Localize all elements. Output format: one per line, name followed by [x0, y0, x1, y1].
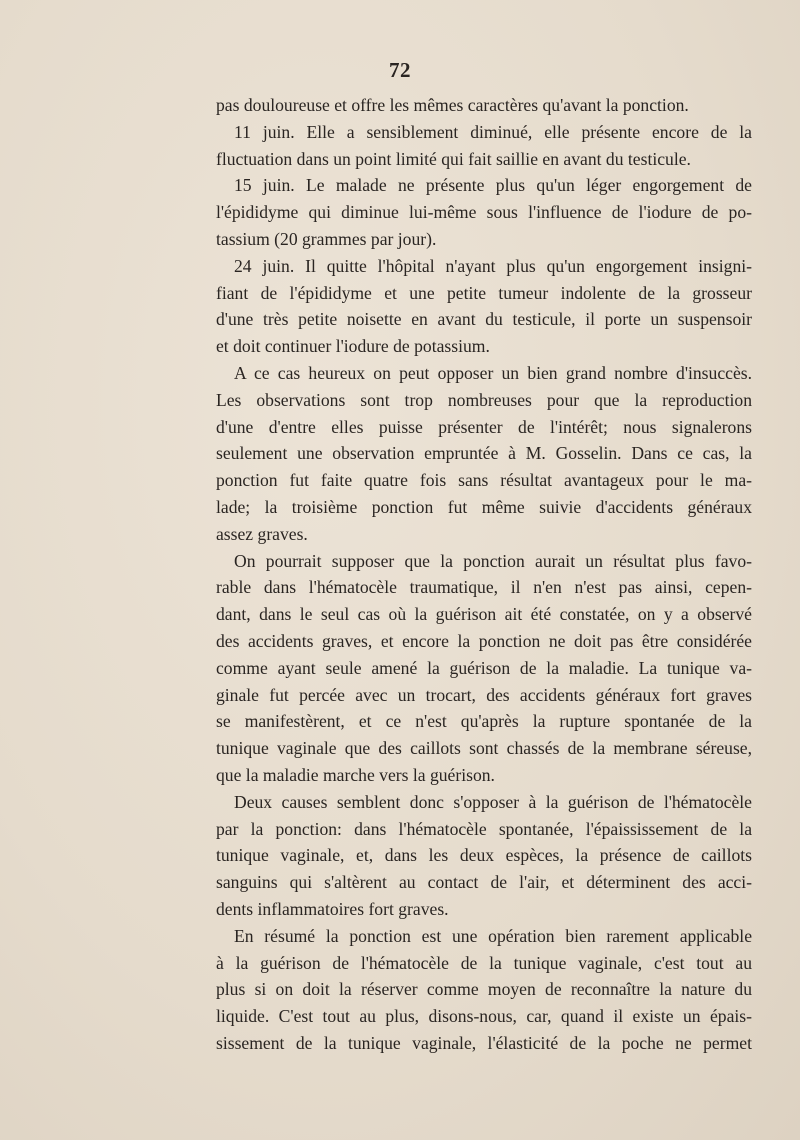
text-line: sanguins qui s'altèrent au contact de l'air, et déterminent des acci-	[216, 872, 752, 893]
text-line: d'une d'entre elles puisse présenter de l'intérêt; nous signalerons	[216, 416, 752, 437]
text-line: pas douloureuse et offre les mêmes caractères qu'avant la ponction.	[216, 95, 689, 115]
text-line: 15 juin. Le malade ne présente plus qu'un léger engorgement de	[234, 175, 752, 196]
text-line: assez graves.	[216, 523, 308, 544]
text-line: A ce cas heureux on peut opposer un bien grand nombre d'insuccès.	[234, 362, 752, 383]
text-line: rable dans l'hématocèle traumatique, il n'en n'est pas ainsi, cepen-	[216, 577, 752, 598]
text-line: se manifestèrent, et ce n'est qu'après la rupture spontanée de la	[216, 711, 752, 732]
text-line: tassium (20 grammes par jour).	[216, 228, 437, 249]
text-line: d'une très petite noisette en avant du testicule, il porte un suspensoir	[216, 309, 752, 330]
text-line: Les observations sont trop nombreuses pour que la reproduction	[216, 389, 752, 410]
text-line: lade; la troisième ponction fut même suivie d'accidents généraux	[216, 496, 752, 517]
text-line: liquide. C'est tout au plus, disons-nous, car, quand il existe un épais-	[216, 1006, 752, 1027]
text-line: que la maladie marche vers la guérison.	[216, 764, 495, 785]
text-line: ginale fut percée avec un trocart, des accidents généraux fort graves	[216, 684, 752, 705]
text-line: fiant de l'épididyme et une petite tumeur indolente de la grosseur	[216, 282, 752, 303]
text-line: à la guérison de l'hématocèle de la tunique vaginale, c'est tout au	[216, 952, 752, 973]
text-line: tunique vaginale, et, dans les deux espèces, la présence de caillots	[216, 845, 752, 866]
text-line: En résumé la ponction est une opération bien rarement applicable	[234, 925, 752, 946]
page-number: 72	[389, 58, 411, 82]
text-line: On pourrait supposer que la ponction aurait un résultat plus favo-	[234, 550, 752, 571]
text-line: fluctuation dans un point limité qui fait saillie en avant du testicule.	[216, 148, 691, 169]
text-line: des accidents graves, et encore la ponction ne doit pas être considérée	[216, 630, 752, 651]
text-line: seulement une observation empruntée à M. Gosselin. Dans ce cas, la	[216, 443, 752, 464]
text-line: par la ponction: dans l'hématocèle spontanée, l'épaississement de la	[216, 818, 752, 839]
text-line: Deux causes semblent donc s'opposer à la guérison de l'hématocèle	[234, 791, 752, 812]
text-line: dents inflammatoires fort graves.	[216, 898, 449, 919]
text-line: 11 juin. Elle a sensiblement diminué, elle présente encore de la	[234, 121, 752, 142]
text-line: tunique vaginale que des caillots sont chassés de la membrane séreuse,	[216, 738, 752, 759]
text-line: dant, dans le seul cas où la guérison ait été constatée, on y a observé	[216, 604, 752, 625]
text-line: l'épididyme qui diminue lui-même sous l'influence de l'iodure de po-	[216, 202, 752, 223]
text-line: 24 juin. Il quitte l'hôpital n'ayant plus qu'un engorgement insigni-	[234, 255, 752, 276]
text-line: comme ayant seule amené la guérison de la maladie. La tunique va-	[216, 657, 752, 678]
text-line: et doit continuer l'iodure de potassium.	[216, 336, 490, 357]
text-line: ponction fut faite quatre fois sans résultat avantageux pour le ma-	[216, 470, 752, 491]
body-text	[216, 92, 752, 1057]
text-line: plus si on doit la réserver comme moyen de reconnaître la nature du	[216, 979, 752, 1000]
text-line: sissement de la tunique vaginale, l'élasticité de la poche ne permet	[216, 1032, 752, 1053]
